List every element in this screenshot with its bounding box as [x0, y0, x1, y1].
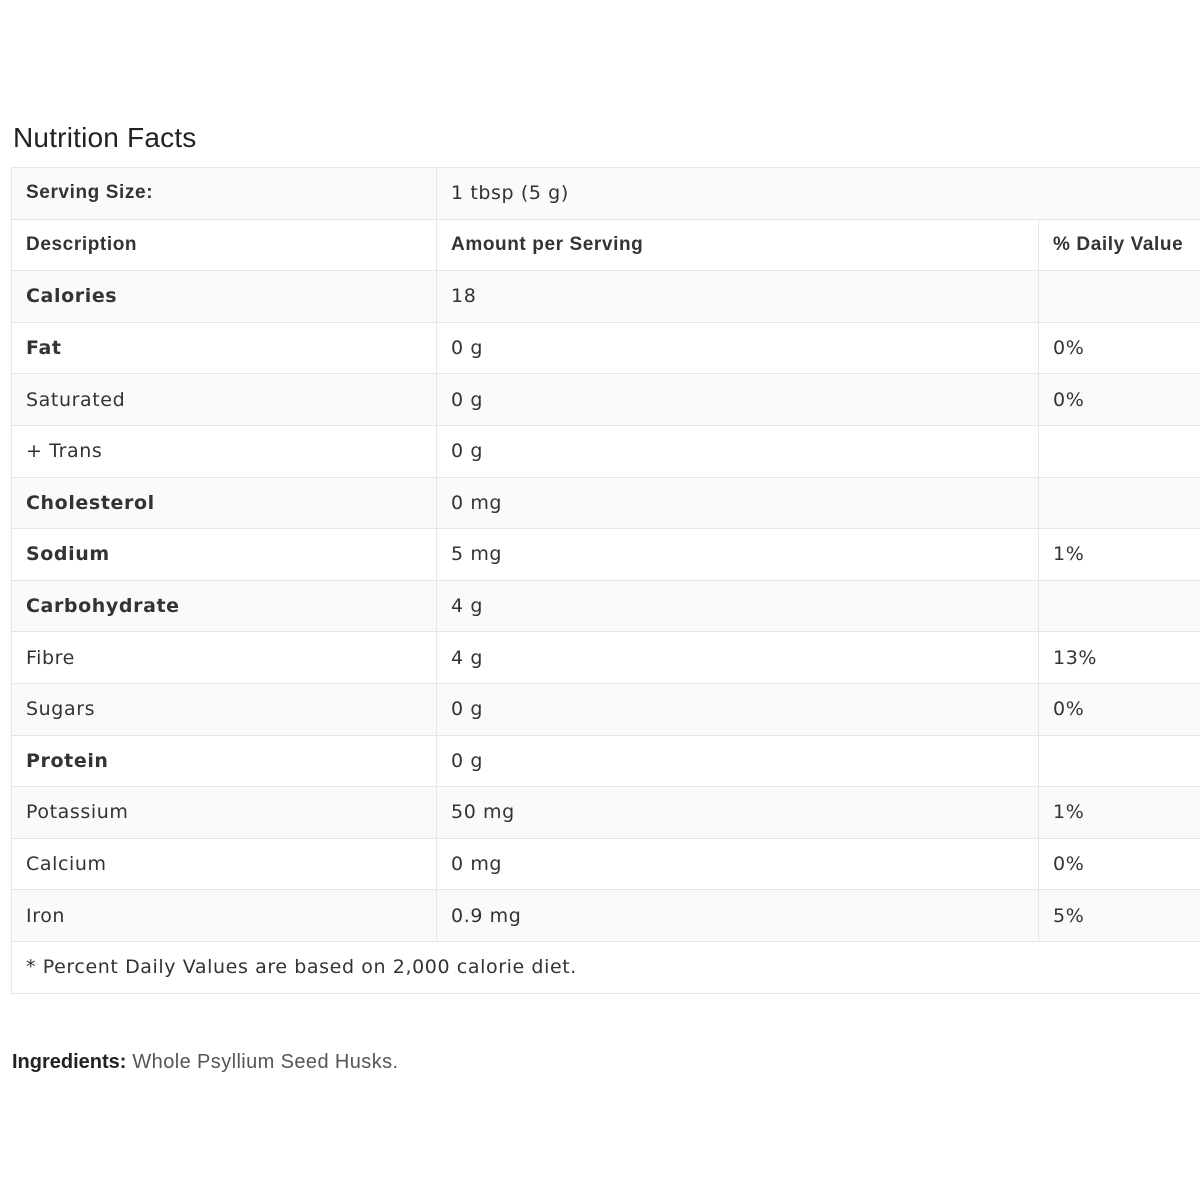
- nutrient-daily-value: 13%: [1039, 632, 1200, 684]
- nutrient-amount: 0 g: [437, 683, 1039, 735]
- nutrient-daily-value: [1039, 425, 1200, 477]
- nutrient-name: Fat: [12, 322, 437, 374]
- nutrient-daily-value: 0%: [1039, 322, 1200, 374]
- nutrient-daily-value: 1%: [1039, 529, 1200, 581]
- table-row: [12, 322, 1200, 374]
- table-row: [12, 425, 1200, 477]
- table-row: [12, 374, 1200, 426]
- table-row: [12, 477, 1200, 529]
- nutrient-daily-value: [1039, 477, 1200, 529]
- serving-size-label: Serving Size:: [12, 168, 437, 220]
- nutrient-amount: 4 g: [437, 580, 1039, 632]
- column-header-daily-value: % Daily Value: [1039, 219, 1200, 271]
- nutrient-daily-value: [1039, 271, 1200, 323]
- page-title: Nutrition Facts: [13, 122, 197, 153]
- column-header-amount: Amount per Serving: [437, 219, 1039, 271]
- table-row: [12, 787, 1200, 839]
- nutrient-name: Sugars: [12, 683, 437, 735]
- nutrient-name: Sodium: [12, 529, 437, 581]
- nutrient-name: Protein: [12, 735, 437, 787]
- column-header-description: Description: [12, 219, 437, 271]
- ingredients-label: Ingredients:: [12, 1051, 127, 1073]
- nutrient-amount: 0 g: [437, 425, 1039, 477]
- nutrient-name: Potassium: [12, 787, 437, 839]
- table-row: [12, 838, 1200, 890]
- nutrient-amount: 50 mg: [437, 787, 1039, 839]
- table-row: [12, 683, 1200, 735]
- nutrient-amount: 0 g: [437, 735, 1039, 787]
- nutrient-daily-value: 0%: [1039, 838, 1200, 890]
- nutrient-name: Saturated: [12, 374, 437, 426]
- serving-size-row: [12, 168, 1200, 220]
- nutrient-name: Calories: [12, 271, 437, 323]
- ingredients-text: Whole Psyllium Seed Husks.: [126, 1051, 399, 1073]
- table-row: [12, 271, 1200, 323]
- nutrient-daily-value: [1039, 580, 1200, 632]
- table-row: [12, 632, 1200, 684]
- nutrient-name: Carbohydrate: [12, 580, 437, 632]
- nutrient-amount: 5 mg: [437, 529, 1039, 581]
- table-row: [12, 890, 1200, 942]
- nutrient-amount: 0.9 mg: [437, 890, 1039, 942]
- nutrient-amount: 0 mg: [437, 838, 1039, 890]
- nutrient-daily-value: 1%: [1039, 787, 1200, 839]
- nutrient-name: Calcium: [12, 838, 437, 890]
- nutrient-amount: 18: [437, 271, 1039, 323]
- nutrient-amount: 4 g: [437, 632, 1039, 684]
- nutrient-daily-value: [1039, 735, 1200, 787]
- nutrition-facts-table: [11, 167, 1200, 994]
- nutrient-name: + Trans: [12, 425, 437, 477]
- nutrient-name: Iron: [12, 890, 437, 942]
- table-header-row: [12, 219, 1200, 271]
- nutrient-amount: 0 mg: [437, 477, 1039, 529]
- table-row: [12, 580, 1200, 632]
- nutrient-name: Cholesterol: [12, 477, 437, 529]
- serving-size-value: 1 tbsp (5 g): [437, 168, 1200, 220]
- footnote-row: [12, 941, 1200, 993]
- daily-value-footnote: * Percent Daily Values are based on 2,000 calorie diet.: [12, 941, 1200, 993]
- nutrient-amount: 0 g: [437, 322, 1039, 374]
- nutrient-amount: 0 g: [437, 374, 1039, 426]
- nutrient-daily-value: 5%: [1039, 890, 1200, 942]
- ingredients: [12, 1051, 398, 1074]
- table-row: [12, 735, 1200, 787]
- nutrient-name: Fibre: [12, 632, 437, 684]
- table-row: [12, 529, 1200, 581]
- nutrient-daily-value: 0%: [1039, 683, 1200, 735]
- nutrient-daily-value: 0%: [1039, 374, 1200, 426]
